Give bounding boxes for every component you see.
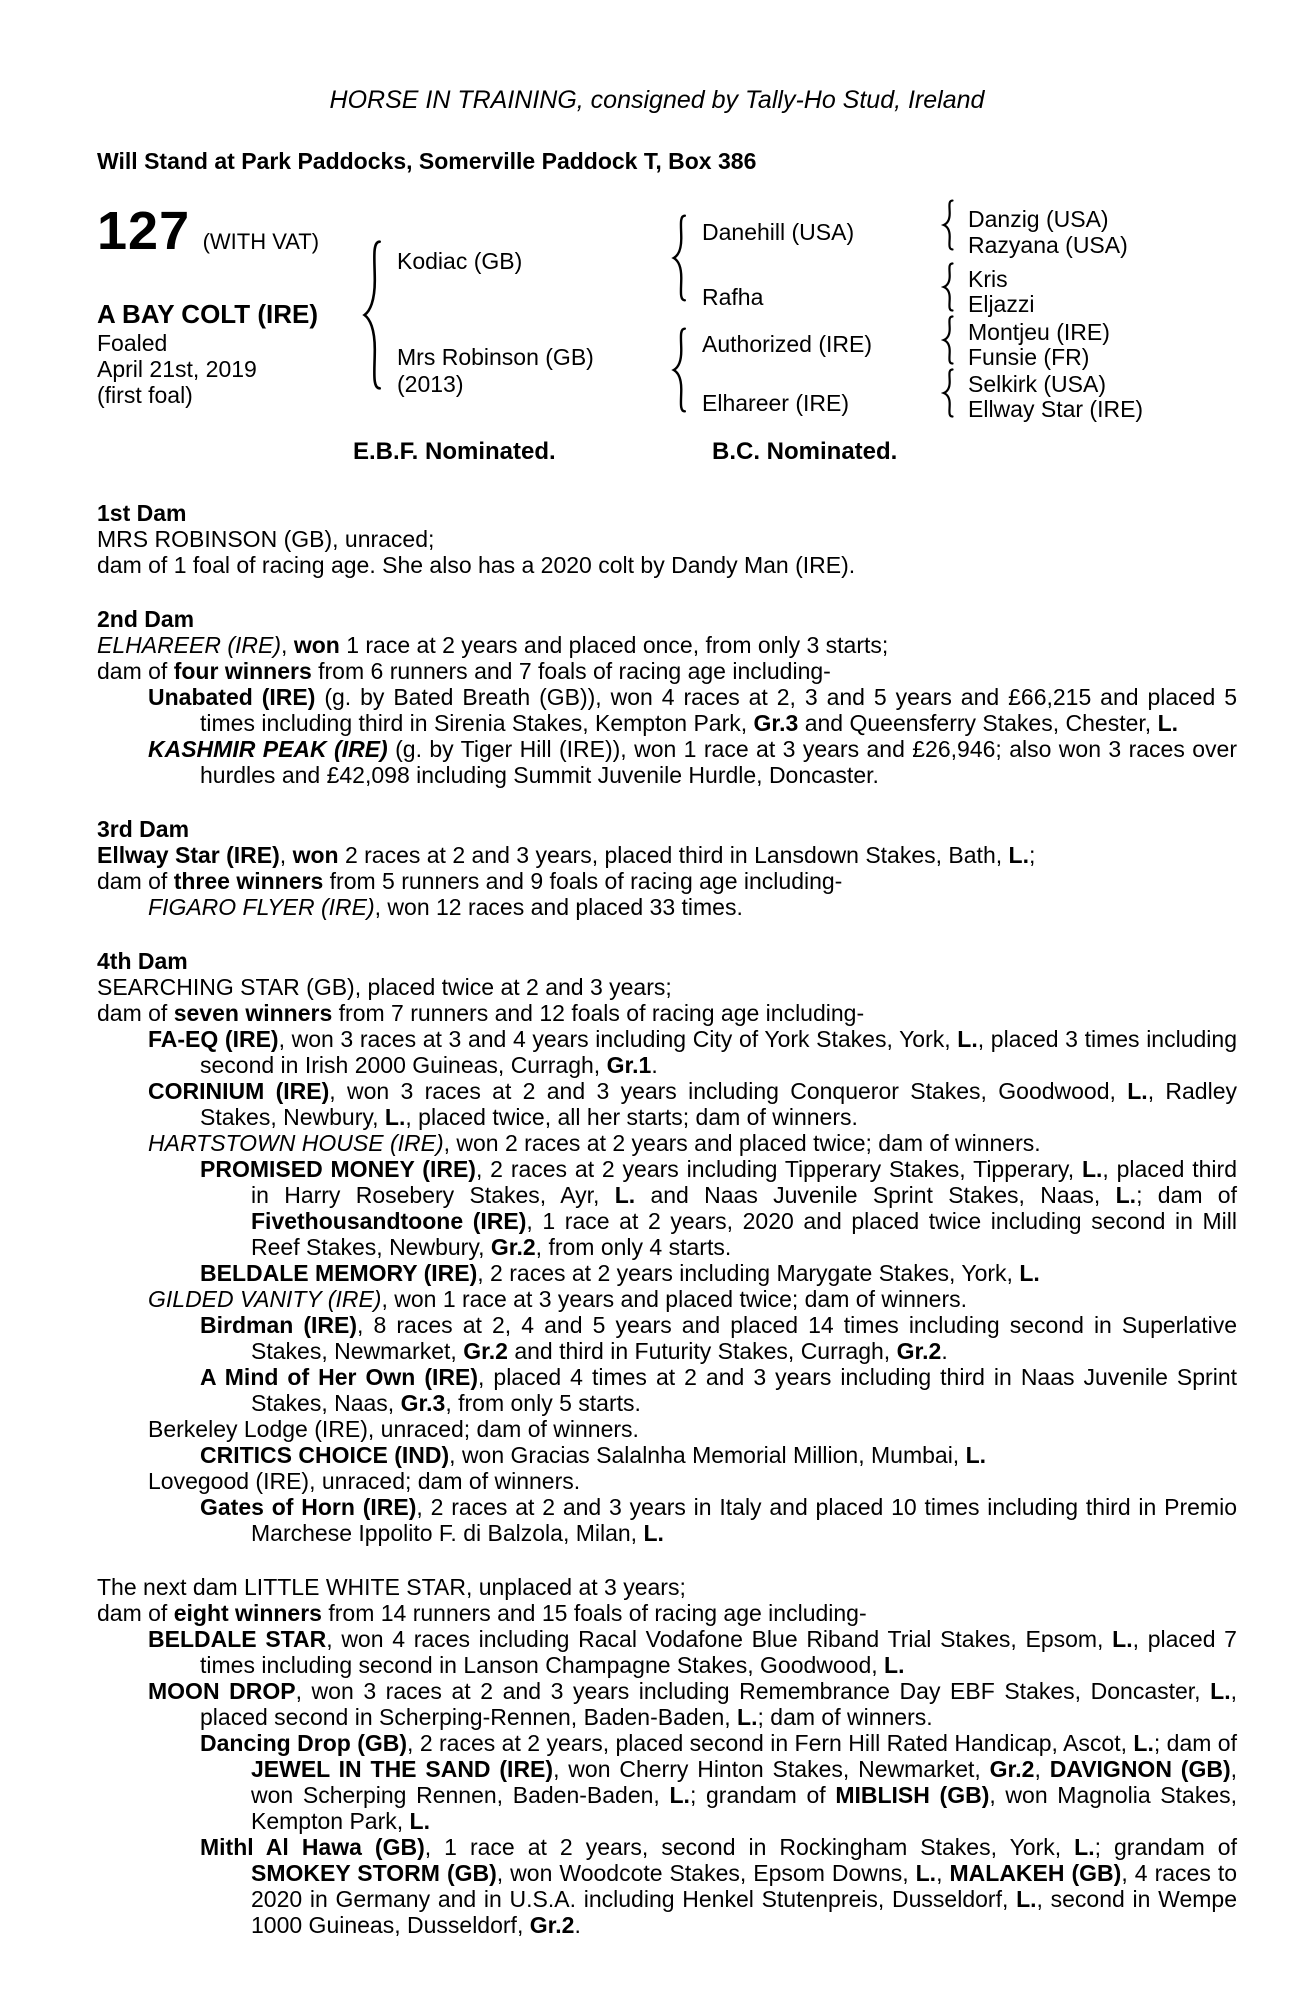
page-title: HORSE IN TRAINING, consigned by Tally-Ho Stud, Ireland xyxy=(329,86,985,114)
foal-note: (first foal) xyxy=(97,382,193,408)
dam-section xyxy=(97,500,1237,578)
pedigree-text-paragraph: Berkeley Lodge (IRE), unraced; dam of winners. xyxy=(148,1416,639,1442)
pedigree-text-paragraph: BELDALE MEMORY (IRE), 2 races at 2 years including Marygate Stakes, York, L. xyxy=(200,1260,1040,1286)
pedigree-text-paragraph: HARTSTOWN HOUSE (IRE), won 2 races at 2 years and placed twice; dam of winners. xyxy=(148,1130,1041,1156)
dam-section xyxy=(97,816,1237,920)
pedigree-text-paragraph: The next dam LITTLE WHITE STAR, unplaced at 3 years; xyxy=(97,1574,686,1600)
pedigree-text-paragraph: A Mind of Her Own (IRE), placed 4 times at 2 and 3 years including third in Naas Juvenile Sprint Stakes, Naas, Gr.3, from only 5 starts. xyxy=(200,1364,1238,1416)
dam-sections xyxy=(97,500,1237,1938)
dam-section-heading: 1st Dam xyxy=(97,500,187,526)
pedigree-text-paragraph: Mithl Al Hawa (GB), 1 race at 2 years, second in Rockingham Stakes, York, L.; grandam of SMOKEY STORM (GB), won Woodcote Stakes, Epsom Downs, L., MALAKEH (GB), 4 races to 2020 in Germany and in U.S.A. including Henkel Stutenpreis, Dusseldorf, L., second in Wempe 1000 Guineas, Dusseldorf, Gr.2. xyxy=(200,1834,1238,1938)
pedigree-text-paragraph: FA-EQ (IRE), won 3 races at 3 and 4 years including City of York Stakes, York, L., placed 3 times including second in Irish 2000 Guineas, Curragh, Gr.1. xyxy=(148,1026,1237,1078)
ancestor-name: Razyana (USA) xyxy=(968,232,1128,258)
dam-section xyxy=(97,606,1237,788)
dam-name: Mrs Robinson (GB) xyxy=(397,344,594,370)
pedigree-text-paragraph: GILDED VANITY (IRE), won 1 race at 3 years and placed twice; dam of winners. xyxy=(148,1286,967,1312)
pedigree-text-paragraph: Ellway Star (IRE), won 2 races at 2 and 3 years, placed third in Lansdown Stakes, Bath, L.; xyxy=(97,842,1036,868)
dam-section xyxy=(97,948,1237,1546)
pedigree-text-paragraph: Lovegood (IRE), unraced; dam of winners. xyxy=(148,1468,581,1494)
pedigree-text-paragraph: MRS ROBINSON (GB), unraced; xyxy=(97,526,435,552)
dam-section-heading: 3rd Dam xyxy=(97,816,190,842)
ancestor-name: Selkirk (USA) xyxy=(968,371,1107,397)
vat-note: (WITH VAT) xyxy=(202,229,320,254)
pedigree-text-paragraph: Dancing Drop (GB), 2 races at 2 years, placed second in Fern Hill Rated Handicap, Ascot, L.; dam of JEWEL IN THE SAND (IRE), won Cherry Hinton Stakes, Newmarket, Gr.2, DAVIGNON (GB), won Scherping Rennen, Baden-Baden, L.; grandam of MIBLISH (GB), won Magnolia Stakes, Kempton Park, L. xyxy=(200,1730,1238,1834)
pedigree-text-paragraph: FIGARO FLYER (IRE), won 12 races and placed 33 times. xyxy=(148,894,743,920)
pedigree-brace-icon xyxy=(669,213,688,303)
pedigree-text-paragraph: Gates of Horn (IRE), 2 races at 2 and 3 years in Italy and placed 10 times including third in Premio Marchese Ippolito F. di Balzola, Milan, L. xyxy=(200,1494,1237,1546)
dam-section xyxy=(97,1574,1237,1938)
pedigree-text-paragraph: Birdman (IRE), 8 races at 2, 4 and 5 years and placed 14 times including second in Superlative Stakes, Newmarket, Gr.2 and third in Futurity Stakes, Curragh, Gr.2. xyxy=(200,1312,1237,1364)
pedigree-text-paragraph: BELDALE STAR, won 4 races including Racal Vodafone Blue Riband Trial Stakes, Epsom, L., placed 7 times including second in Lanson Champagne Stakes, Goodwood, L. xyxy=(148,1626,1237,1678)
bc-nominated-label: B.C. Nominated. xyxy=(712,438,898,465)
pedigree-brace-icon xyxy=(940,315,955,365)
sire-name: Kodiac (GB) xyxy=(397,248,523,274)
pedigree-text-paragraph: SEARCHING STAR (GB), placed twice at 2 and 3 years; xyxy=(97,974,672,1000)
pedigree-brace-icon xyxy=(940,262,955,312)
pedigree-text-paragraph: KASHMIR PEAK (IRE) (g. by Tiger Hill (IRE)), won 1 race at 3 years and £26,946; also won 3 races over hurdles and £42,098 including Summit Juvenile Hurdle, Doncaster. xyxy=(148,736,1237,788)
pedigree-text-paragraph: CORINIUM (IRE), won 3 races at 2 and 3 years including Conqueror Stakes, Goodwood, L., Radley Stakes, Newbury, L., placed twice, all her starts; dam of winners. xyxy=(148,1078,1237,1130)
dam-section-heading: 4th Dam xyxy=(97,948,188,974)
pedigree-brace-icon xyxy=(669,326,688,414)
dam-sire-name: Authorized (IRE) xyxy=(702,331,873,357)
pedigree-text-paragraph: dam of seven winners from 7 runners and 12 foals of racing age including- xyxy=(97,1000,865,1026)
pedigree-text-paragraph: dam of eight winners from 14 runners and 15 foals of racing age including- xyxy=(97,1600,867,1626)
pedigree-text-paragraph: MOON DROP, won 3 races at 2 and 3 years including Remembrance Day EBF Stakes, Doncaster, L., placed second in Scherping-Rennen, Baden-Baden, L.; dam of winners. xyxy=(148,1678,1237,1730)
ebf-nominated-label: E.B.F. Nominated. xyxy=(353,438,556,465)
stand-location-line: Will Stand at Park Paddocks, Somerville Paddock T, Box 386 xyxy=(97,148,757,174)
dam-year: (2013) xyxy=(397,371,464,397)
pedigree-brace-icon xyxy=(940,368,955,418)
dam-section-heading: 2nd Dam xyxy=(97,606,195,632)
ancestor-name: Kris xyxy=(968,266,1008,292)
pedigree-text-paragraph: PROMISED MONEY (IRE), 2 races at 2 years including Tipperary Stakes, Tipperary, L., placed third in Harry Rosebery Stakes, Ayr, L. and Naas Juvenile Sprint Stakes, Naas, L.; dam of Fivethousandtoone (IRE), 1 race at 2 years, 2020 and placed twice including second in Mill Reef Stakes, Newbury, Gr.2, from only 4 starts. xyxy=(200,1156,1237,1260)
pedigree-text-paragraph: Unabated (IRE) (g. by Bated Breath (GB)), won 4 races at 2, 3 and 5 years and £66,215 and placed 5 times including third in Sirenia Stakes, Kempton Park, Gr.3 and Queensferry Stakes, Chester, L. xyxy=(148,684,1237,736)
ancestor-name: Danzig (USA) xyxy=(968,206,1109,232)
pedigree-brace-icon xyxy=(940,199,955,251)
pedigree-text-paragraph: ELHAREER (IRE), won 1 race at 2 years and placed once, from only 3 starts; xyxy=(97,632,889,658)
pedigree-brace-icon xyxy=(358,237,384,393)
ancestor-name: Funsie (FR) xyxy=(968,344,1090,370)
pedigree-text-paragraph: dam of four winners from 6 runners and 7 foals of racing age including- xyxy=(97,658,831,684)
ancestor-name: Ellway Star (IRE) xyxy=(968,396,1144,422)
sire-sire-name: Danehill (USA) xyxy=(702,219,855,245)
foaled-date: April 21st, 2019 xyxy=(97,356,257,382)
pedigree-text-paragraph: CRITICS CHOICE (IND), won Gracias Salalnha Memorial Million, Mumbai, L. xyxy=(200,1442,987,1468)
foaled-label: Foaled xyxy=(97,330,168,356)
sire-dam-name: Rafha xyxy=(702,284,764,310)
horse-name: A BAY COLT (IRE) xyxy=(97,299,319,329)
pedigree-text-paragraph: dam of three winners from 5 runners and 9 foals of racing age including- xyxy=(97,868,843,894)
lot-number: 127 xyxy=(97,201,191,261)
pedigree-text-paragraph: dam of 1 foal of racing age. She also has a 2020 colt by Dandy Man (IRE). xyxy=(97,552,856,578)
dam-dam-name: Elhareer (IRE) xyxy=(702,390,849,416)
ancestor-name: Montjeu (IRE) xyxy=(968,319,1110,345)
ancestor-name: Eljazzi xyxy=(968,291,1035,317)
lot-number-line xyxy=(97,200,319,262)
